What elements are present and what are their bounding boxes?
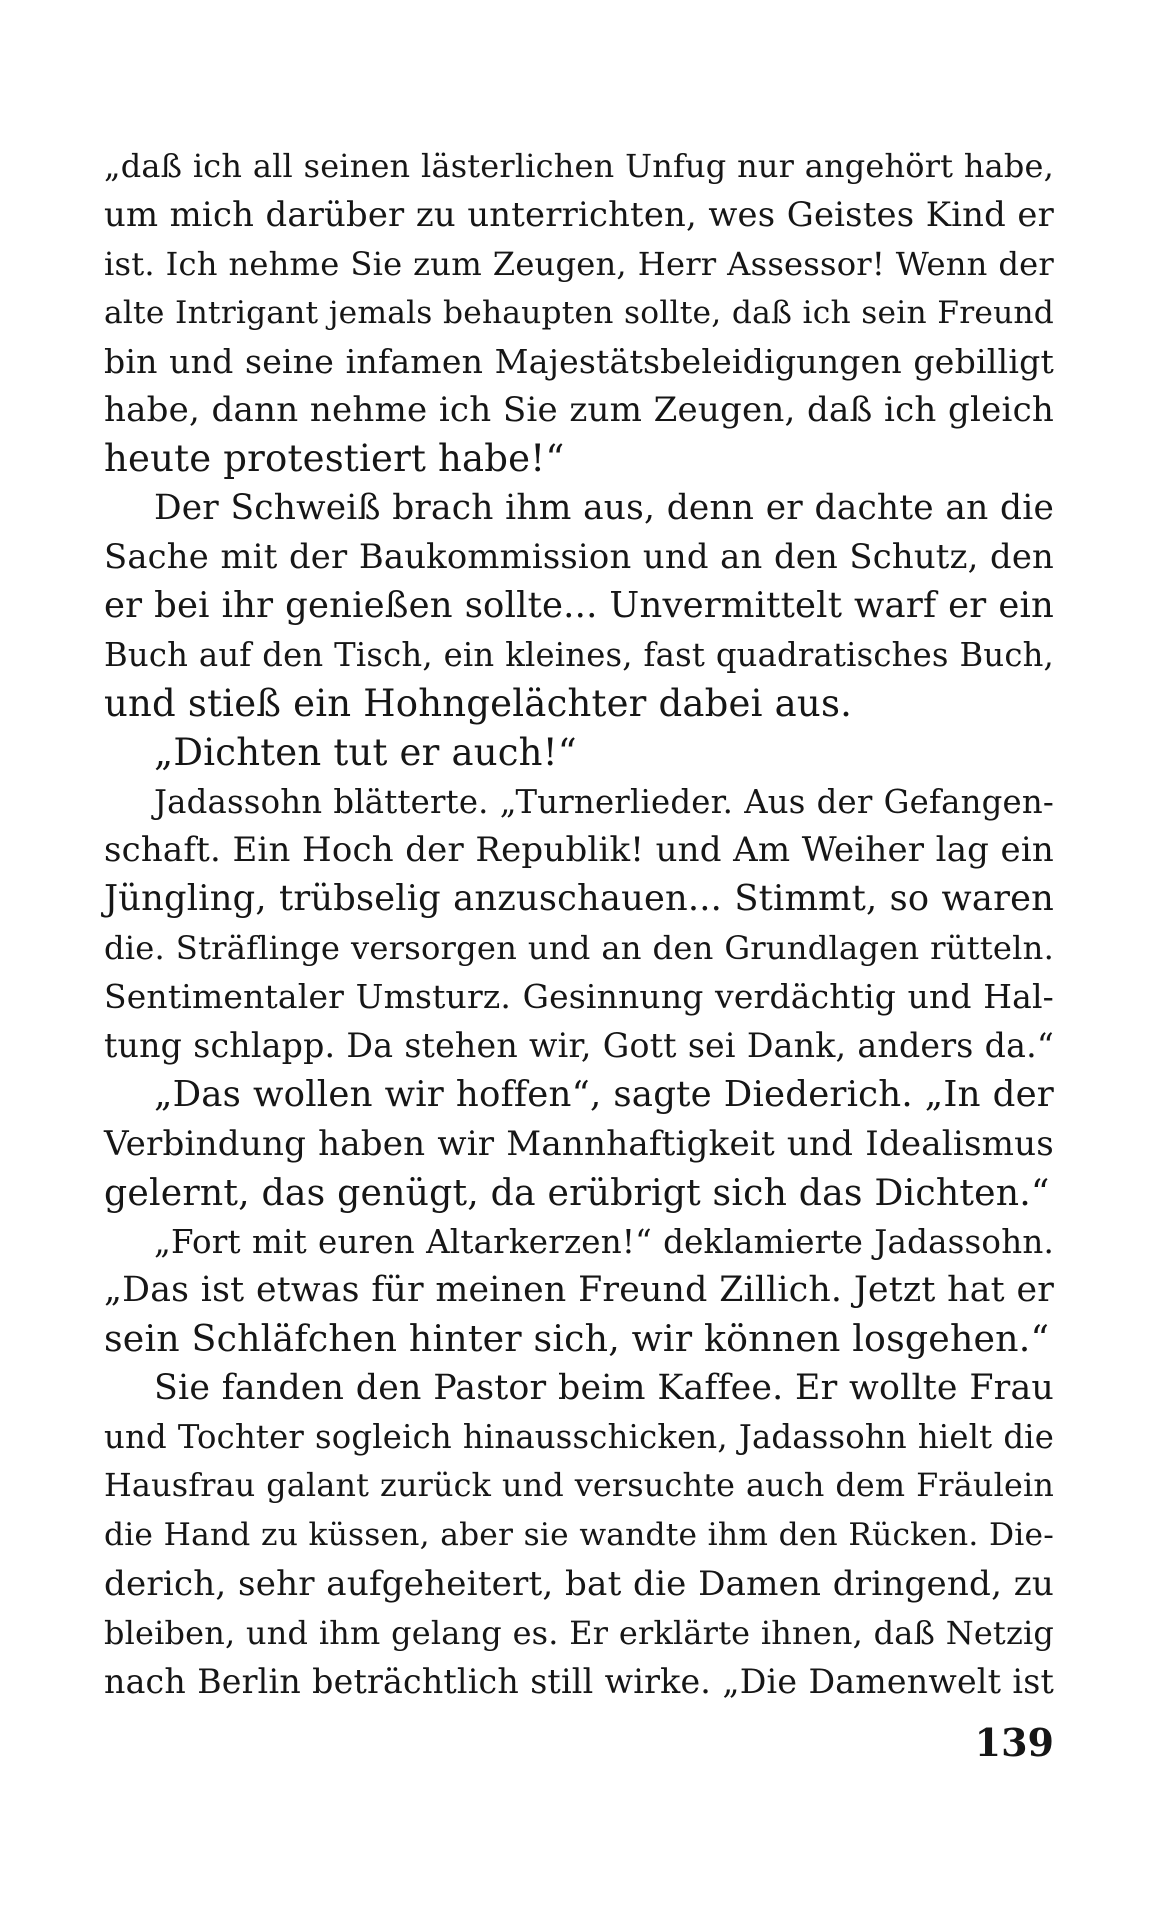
text-line: Jadassohn blätterte. „Turnerlieder. Aus der Gefangen- [154,782,1054,821]
text-line: „Dichten tut er auch!“ [154,730,577,774]
text-line: Der Schweiß brach ihm aus, denn er dachte an die [154,488,1054,529]
text-line: nach Berlin beträchtlich still wirke. „Die Damenwelt ist [104,1661,1054,1701]
text-line: sein Schläfchen hinter sich, wir können losgehen.“ [104,1317,1050,1361]
text-line: Sie fanden den Pastor beim Kaffee. Er wollte Frau [154,1368,1054,1409]
text-line: er bei ihr genießen sollte... Unvermittelt warf er ein [104,585,1054,627]
text-line: Verbindung haben wir Mannhaftigkeit und Idealismus [104,1123,1054,1164]
text-line: Sentimentaler Umsturz. Gesinnung verdächtig und Hal- [104,977,1054,1017]
text-line: Jüngling, trübselig anzuschauen... Stimmt, so waren [104,878,1054,920]
text-line: Sache mit der Baukommission und an den Schutz, den [104,537,1054,577]
text-line: schaft. Ein Hoch der Republik! und Am Weiher lag ein [104,830,1054,871]
text-line: die. Sträflinge versorgen und an den Grundlagen rütteln. [104,929,1054,968]
text-line: bin und seine infamen Majestätsbeleidigungen gebilligt [104,341,1054,381]
text-line: „Das wollen wir hoffen“, sagte Diederich. „In der [154,1073,1054,1115]
body-text [104,142,1054,1707]
text-line: tung schlapp. Da stehen wir, Gott sei Dank, anders da.“ [104,1026,1054,1066]
text-line: alte Intrigant jemals behaupten sollte, daß ich sein Freund [104,294,1054,331]
text-line: heute protestiert habe!“ [104,437,565,481]
text-line: „daß ich all seinen lästerlichen Unfug nur angehört habe, [104,147,1054,185]
text-line: ist. Ich nehme Sie zum Zeugen, Herr Assessor! Wenn der [104,244,1054,283]
text-line: und Tochter sogleich hinausschicken, Jadassohn hielt die [104,1418,1054,1457]
text-line: und stieß ein Hohngelächter dabei aus. [104,681,853,725]
text-line: die Hand zu küssen, aber sie wandte ihm den Rücken. Die- [104,1516,1054,1553]
text-line: Hausfrau galant zurück und versuchte auch dem Fräulein [104,1467,1054,1505]
text-line: um mich darüber zu unterrichten, wes Geistes Kind er [104,194,1054,234]
text-line: „Das ist etwas für meinen Freund Zillich. Jetzt hat er [104,1270,1054,1311]
text-line: „Fort mit euren Altarkerzen!“ deklamierte Jadassohn. [154,1222,1054,1261]
text-line: bleiben, und ihm gelang es. Er erklärte ihnen, daß Netzig [104,1613,1054,1652]
text-line: gelernt, das genügt, da erübrigt sich das Dichten.“ [104,1170,1050,1214]
text-line: derich, sehr aufgeheitert, bat die Damen dringend, zu [104,1563,1054,1604]
page-number: 139 [974,1720,1054,1765]
text-line: Buch auf den Tisch, ein kleines, fast quadratisches Buch, [104,635,1054,674]
text-line: habe, dann nehme ich Sie zum Zeugen, daß ich gleich [104,390,1054,431]
